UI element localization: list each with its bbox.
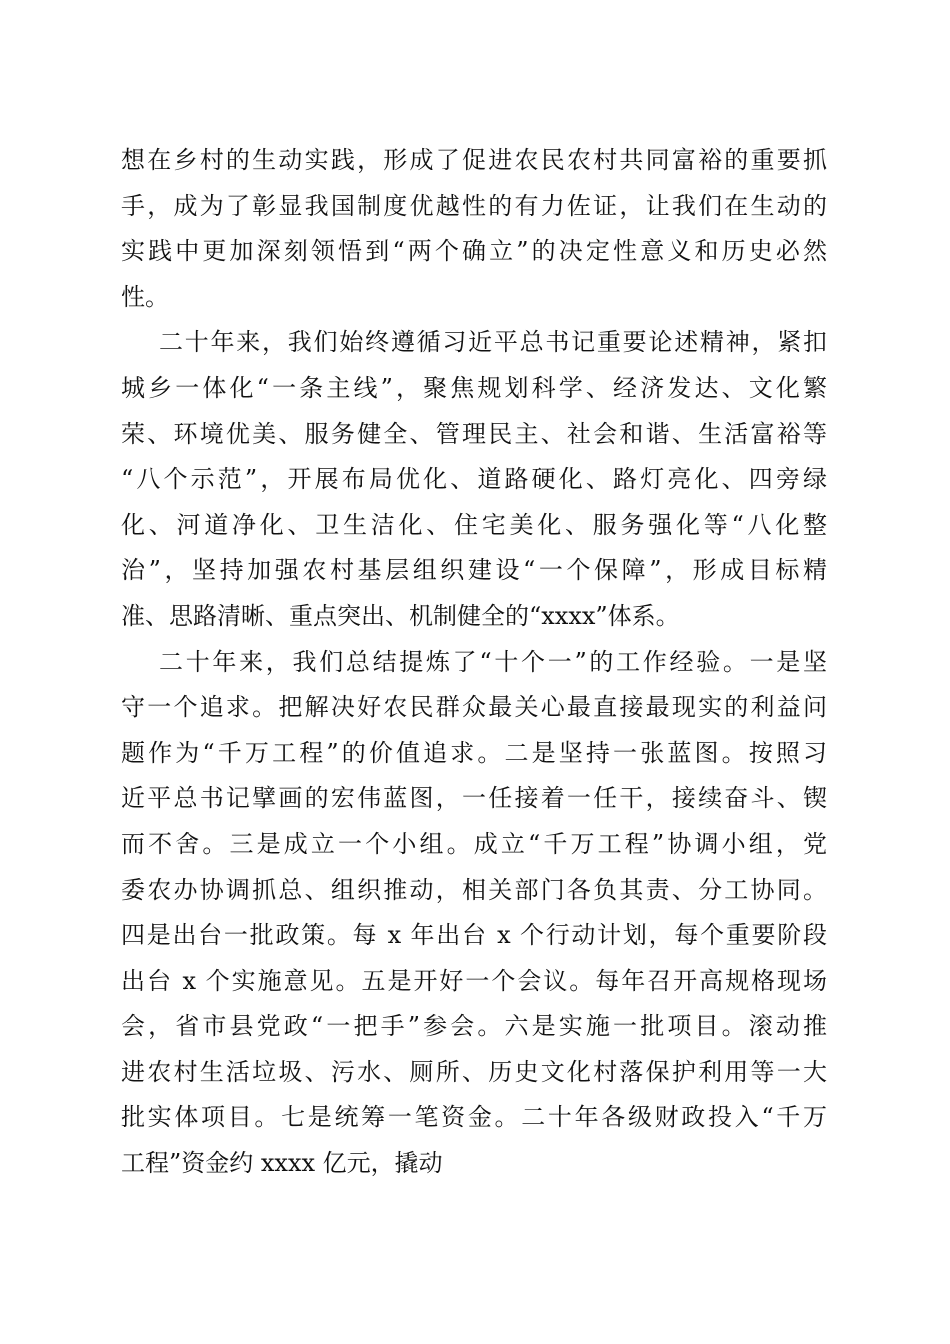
text-line: 进农村生活垃圾、污水、厕所、历史文化村落保护利用等一大 — [121, 1057, 827, 1086]
text-line: 题作为“千万工程”的价值追求。二是坚持一张蓝图。按照习 — [121, 738, 827, 767]
paragraph — [121, 138, 827, 320]
paragraph — [121, 640, 827, 1187]
text-line: 守一个追求。把解决好农民群众最关心最直接最现实的利益问 — [121, 693, 827, 722]
text-line: 委农办协调抓总、组织推动，相关部门各负其责、分工协同。 — [121, 875, 827, 904]
text-line: 二十年来，我们始终遵循习近平总书记重要论述精神，紧扣 — [159, 328, 827, 357]
text-line: 实践中更加深刻领悟到“两个确立”的决定性意义和历史必然 — [121, 237, 827, 266]
text-line: 想在乡村的生动实践，形成了促进农民农村共同富裕的重要抓 — [121, 146, 827, 174]
text-line: 治”，坚持加强农村基层组织建设“一个保障”，形成目标精 — [121, 556, 827, 585]
text-line: 城乡一体化“一条主线”，聚焦规划科学、经济发达、文化繁 — [121, 373, 827, 402]
text-line: 出台 x 个实施意见。五是开好一个会议。每年召开高规格现场 — [121, 966, 827, 995]
text-line: 工程”资金约 xxxx 亿元，撬动 — [121, 1149, 443, 1178]
text-line: 会，省市县党政“一把手”参会。六是实施一批项目。滚动推 — [121, 1012, 827, 1041]
document-body — [121, 138, 827, 1187]
text-line: “八个示范”，开展布局优化、道路硬化、路灯亮化、四旁绿 — [121, 465, 827, 494]
text-line: 手，成为了彰显我国制度优越性的有力佐证，让我们在生动的 — [121, 191, 827, 220]
paragraph — [121, 320, 827, 639]
text-line: 荣、环境优美、服务健全、管理民主、社会和谐、生活富裕等 — [121, 419, 827, 448]
text-line: 批实体项目。七是统筹一笔资金。二十年各级财政投入“千万 — [121, 1103, 827, 1132]
text-line: 而不舍。三是成立一个小组。成立“千万工程”协调小组，党 — [121, 829, 827, 858]
text-line: 性。 — [121, 282, 169, 311]
text-line: 近平总书记擘画的宏伟蓝图，一任接着一任干，接续奋斗、锲 — [121, 784, 827, 813]
text-line: 二十年来，我们总结提炼了“十个一”的工作经验。一是坚 — [159, 647, 827, 676]
text-line: 准、思路清晰、重点突出、机制健全的“xxxx”体系。 — [121, 601, 680, 630]
text-line: 四是出台一批政策。每 x 年出台 x 个行动计划，每个重要阶段 — [121, 921, 827, 950]
text-line: 化、河道净化、卫生洁化、住宅美化、服务强化等“八化整 — [121, 510, 827, 539]
